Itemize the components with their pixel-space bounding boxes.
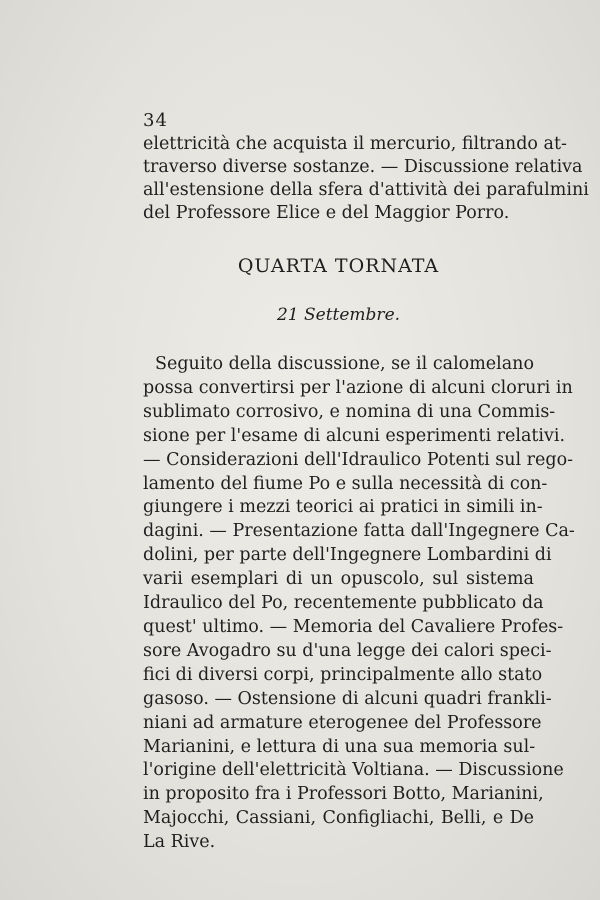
section-title: QUARTA TORNATA [237,255,440,277]
intro-paragraph [143,133,589,225]
text-line: elettricità che acquista il mercurio, filtrando at- [143,134,567,154]
text-line: gasoso. — Ostensione di alcuni quadri frankli- [143,688,552,709]
page-number: 34 [143,110,168,131]
text-line: dagini. — Presentazione fatta dall'Ingegnere Ca- [143,521,575,542]
text-line: Idraulico del Po, recentemente pubblicato da [143,593,544,614]
body-paragraph [143,353,575,855]
text-line: sore Avogadro su d'una legge dei calori speci- [143,640,552,661]
text-line: dolini, per parte dell'Ingegnere Lombardini di [143,545,552,566]
text-line: niani ad armature eterogenee del Professore [143,712,542,733]
text-line: traverso diverse sostanze. — Discussione relativa [143,157,583,177]
text-line: del Professore Elice e del Maggior Porro. [143,203,510,223]
text-line: varii esemplari di un opuscolo, sul sistema [143,569,534,590]
text-line: La Rive. [143,832,216,853]
text-line: in proposito fra i Professori Botto, Marianini, [143,784,544,805]
text-line: giungere i mezzi teorici ai pratici in simili in- [143,497,543,518]
session-date: 21 Settembre. [276,305,401,325]
text-line: lamento del fiume Po e sulla necessità di con- [143,473,548,494]
text-line: all'estensione della sfera d'attività dei parafulmini [143,180,589,200]
text-line: Majocchi, Cassiani, Configliachi, Belli, e De [143,808,534,829]
text-line: l'origine dell'elettricità Voltiana. — Discussione [143,760,564,781]
text-line: quest' ultimo. — Memoria del Cavaliere Profes- [143,616,564,637]
text-line: Marianini, e lettura di una sua memoria sul- [143,736,536,757]
text-line: possa convertirsi per l'azione di alcuni cloruri in [143,377,573,398]
text-line: Seguito della discussione, se il calomelano [155,354,534,374]
text-line: — Considerazioni dell'Idraulico Potenti sul rego- [143,449,574,470]
text-line: fici di diversi corpi, principalmente allo stato [143,664,543,685]
text-line: sione per l'esame di alcuni esperimenti relativi. [143,425,566,446]
text-line: sublimato corrosivo, e nomina di una Commis- [143,401,556,422]
